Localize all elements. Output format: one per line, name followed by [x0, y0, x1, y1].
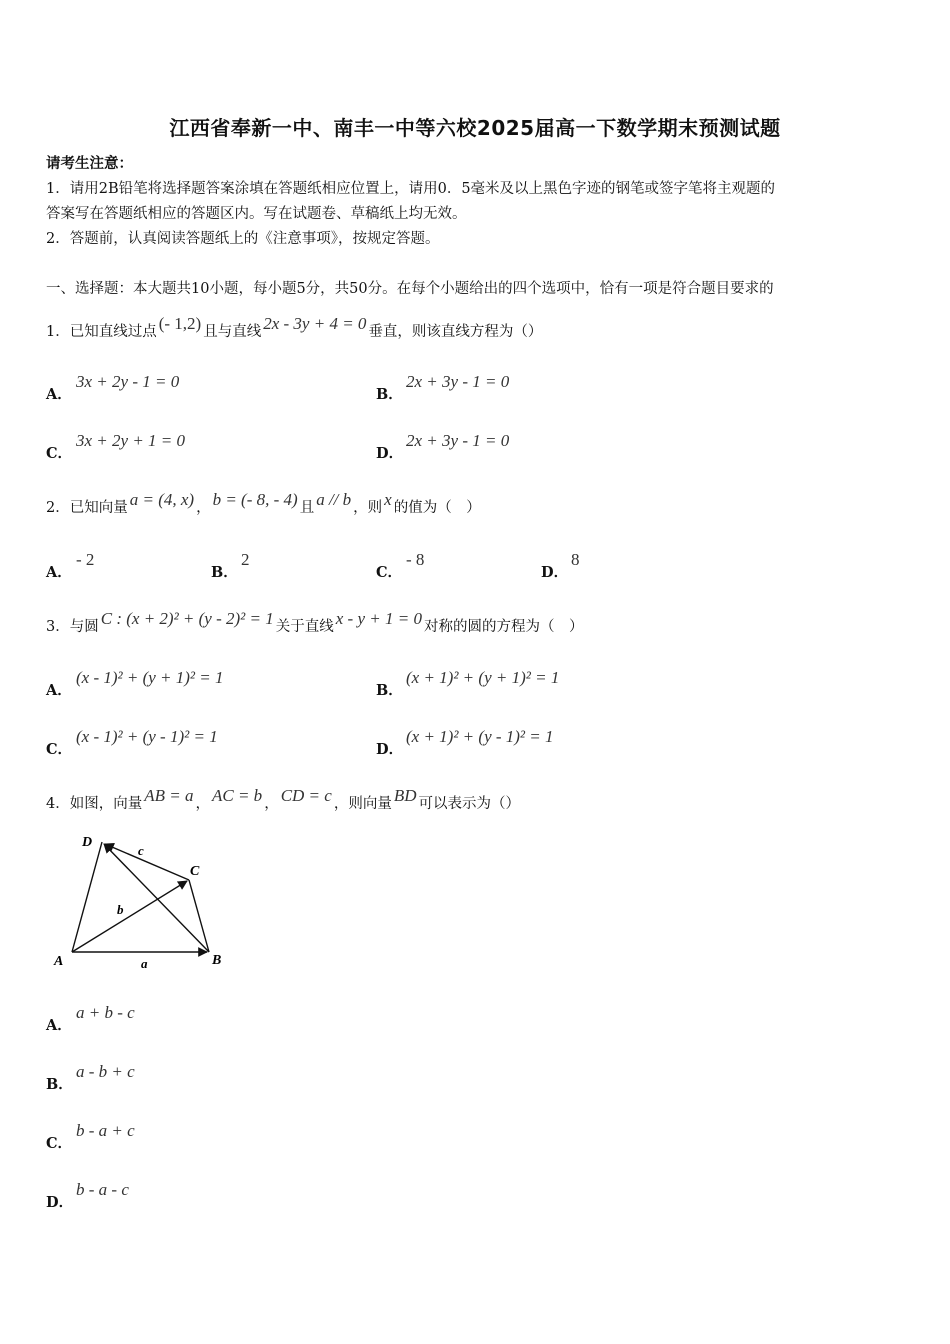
question-text: ， — [195, 796, 210, 812]
option-label: B． — [376, 682, 403, 699]
notice-line-3: 2．答题前，认真阅读答题纸上的《注意事项》，按规定答题。 — [46, 231, 440, 247]
math-expression: 3x + 2y + 1 = 0 — [76, 431, 186, 450]
option-c — [46, 727, 218, 759]
question-4 — [46, 786, 520, 813]
math-expression: 2x + 3y - 1 = 0 — [406, 372, 510, 391]
question-text: 且与直线 — [203, 324, 262, 340]
math-expression: - 2 — [76, 550, 95, 569]
question-text: 垂直，则该直线方程为（） — [368, 324, 543, 340]
vector-bd — [104, 844, 209, 952]
question-text: 与圆 — [69, 619, 99, 635]
question-text: 如图，向量 — [69, 796, 143, 812]
question-text: 可以表示为（） — [418, 796, 520, 812]
option-label: C． — [376, 564, 403, 581]
question-number: 3． — [46, 619, 70, 635]
question-2 — [46, 490, 481, 517]
math-expression: - 8 — [406, 550, 425, 569]
question-number: 2． — [46, 500, 70, 516]
vector-label-b: b — [117, 902, 124, 917]
math-expression: AC = b — [211, 786, 263, 805]
option-label: D． — [541, 564, 569, 581]
option-label: D． — [46, 1194, 74, 1211]
math-expression: (x + 1)² + (y + 1)² = 1 — [406, 668, 560, 687]
math-expression: b = (- 8, - 4) — [212, 490, 298, 509]
question-text: ， — [196, 500, 211, 516]
math-expression: x — [384, 490, 392, 509]
math-expression: a // b — [316, 490, 352, 509]
quadrilateral-vector-figure — [46, 826, 246, 976]
math-expression: 8 — [571, 550, 580, 569]
math-expression: a + b - c — [76, 1003, 135, 1022]
question-text: 已知直线过点 — [69, 324, 157, 340]
math-expression: x - y + 1 = 0 — [335, 609, 422, 628]
option-label: D． — [376, 445, 404, 462]
math-expression: a - b + c — [76, 1062, 135, 1081]
option-d — [541, 550, 580, 582]
option-a — [46, 550, 94, 582]
question-3 — [46, 609, 583, 636]
option-label: B． — [46, 1076, 73, 1093]
option-b — [376, 372, 509, 404]
math-expression: C : (x + 2)² + (y - 2)² = 1 — [100, 609, 274, 628]
question-text: 关于直线 — [275, 619, 334, 635]
option-a — [46, 668, 224, 700]
option-d — [376, 727, 554, 759]
option-label: C． — [46, 445, 73, 462]
option-label: B． — [211, 564, 238, 581]
vector-label-a: a — [141, 956, 148, 971]
vertex-label-a: A — [54, 954, 64, 969]
math-expression: CD = c — [280, 786, 332, 805]
option-d — [46, 1180, 129, 1212]
option-label: B． — [376, 386, 403, 403]
question-text: 且 — [299, 500, 315, 516]
math-expression: AB = a — [144, 786, 194, 805]
option-b — [376, 668, 559, 700]
option-label: A． — [46, 682, 72, 699]
question-text: ， — [264, 796, 279, 812]
question-1 — [46, 314, 542, 341]
option-c — [46, 431, 185, 463]
notice-heading: 请考生注意： — [46, 155, 133, 172]
math-expression: (x - 1)² + (y + 1)² = 1 — [76, 668, 224, 687]
question-text: 对称的圆的方程为（ ） — [423, 619, 584, 635]
question-text: ，则向量 — [333, 796, 392, 812]
option-a — [46, 372, 179, 404]
option-b — [211, 550, 250, 582]
option-label: C． — [46, 741, 73, 758]
math-expression: (- 1,2) — [158, 314, 202, 333]
math-expression: (x - 1)² + (y - 1)² = 1 — [76, 727, 218, 746]
option-d — [376, 431, 509, 463]
vertex-label-b: B — [212, 953, 222, 968]
page-title: 江西省奉新一中、南丰一中等六校2025届高一下数学期末预测试题 — [169, 116, 781, 140]
question-number: 4． — [46, 796, 70, 812]
vertex-label-c: C — [190, 864, 200, 879]
question-number: 1． — [46, 324, 70, 340]
math-expression: b - a - c — [76, 1180, 129, 1199]
math-expression: 2 — [241, 550, 250, 569]
vector-cd — [105, 844, 189, 880]
vector-ac — [72, 881, 187, 952]
vertex-label-d: D — [82, 835, 93, 850]
option-c — [46, 1121, 135, 1153]
section-heading: 一、选择题：本大题共10小题，每小题5分，共50分。在每个小题给出的四个选项中，恰有一项是符合题目要求的 — [46, 281, 774, 297]
option-c — [376, 550, 424, 582]
option-label: D． — [376, 741, 404, 758]
math-expression: 2x + 3y - 1 = 0 — [406, 431, 510, 450]
question-text: 已知向量 — [69, 500, 128, 516]
vector-label-c: c — [138, 843, 144, 858]
option-label: A． — [46, 1017, 72, 1034]
notice-line-1: 1．请用2B铅笔将选择题答案涂填在答题纸相应位置上，请用0．5毫米及以上黑色字迹的钢笔或签字笔将主观题的 — [46, 181, 776, 197]
question-text: ，则 — [353, 500, 383, 516]
question-text: 的值为（ ） — [393, 500, 481, 516]
math-expression: b - a + c — [76, 1121, 135, 1140]
math-expression: a = (4, x) — [129, 490, 195, 509]
option-label: A． — [46, 386, 72, 403]
math-expression: BD — [393, 786, 417, 805]
option-label: C． — [46, 1135, 73, 1152]
math-expression: 3x + 2y - 1 = 0 — [76, 372, 180, 391]
option-a — [46, 1003, 135, 1035]
math-expression: (x + 1)² + (y - 1)² = 1 — [406, 727, 554, 746]
math-expression: 2x - 3y + 4 = 0 — [263, 314, 367, 333]
notice-line-2: 答案写在答题纸相应的答题区内。写在试题卷、草稿纸上均无效。 — [46, 206, 467, 222]
option-b — [46, 1062, 135, 1094]
option-label: A． — [46, 564, 72, 581]
